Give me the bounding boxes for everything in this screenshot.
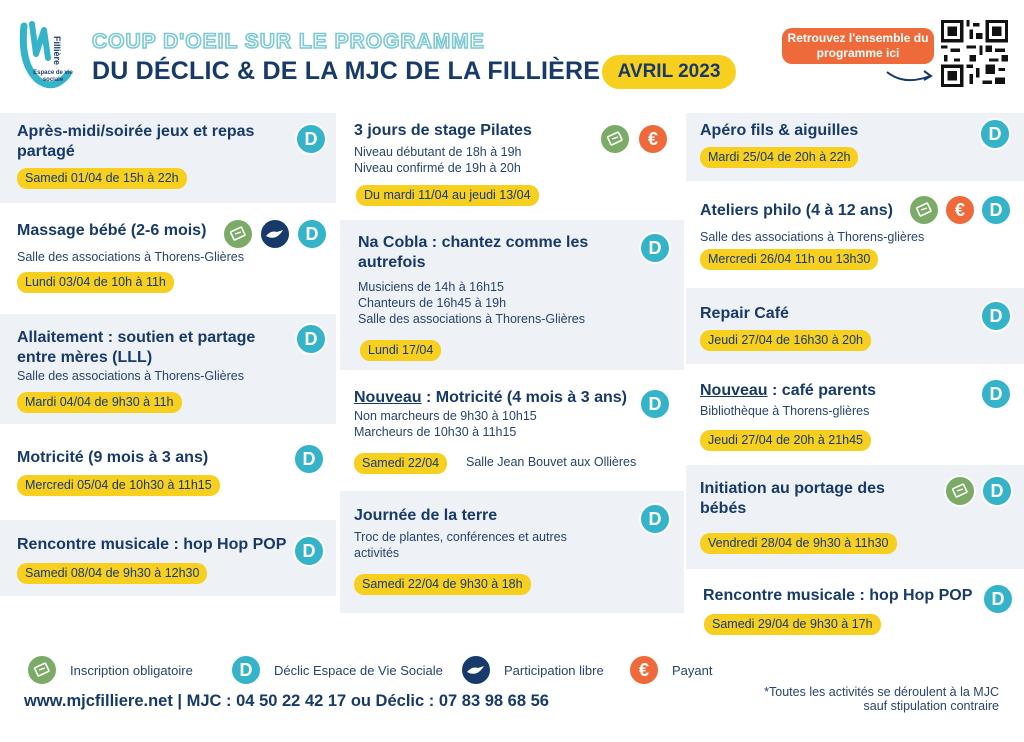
event-info-2: Marcheurs de 10h30 à 11h15 — [354, 425, 517, 439]
event-date: Samedi 08/04 de 9h30 à 12h30 — [17, 563, 207, 584]
event-title-text: : café parents — [767, 382, 877, 399]
declic-badge: D — [980, 194, 1012, 226]
event-title: Après-midi/soirée jeux et repas partagé — [17, 123, 255, 160]
logo-wordmark: Fillière — [52, 36, 62, 66]
legend-label: Participation libre — [504, 662, 604, 678]
declic-badge: D — [980, 378, 1012, 410]
title-top: COUP D'OEIL SUR LE PROGRAMME — [92, 30, 485, 53]
event-date: Du mardi 11/04 au jeudi 13/04 — [356, 185, 539, 206]
event-title — [354, 388, 627, 408]
legend-label: Inscription obligatoire — [70, 662, 193, 678]
event-date: Lundi 17/04 — [360, 340, 441, 361]
event-title: Journée de la terre — [354, 507, 498, 524]
event-location: Salle des associations à Thorens-Glières — [358, 312, 585, 326]
event-date: Mercredi 05/04 de 10h30 à 11h15 — [17, 475, 220, 496]
registration-icon — [26, 654, 58, 686]
event-card — [340, 113, 684, 217]
event-card — [686, 465, 1024, 569]
legend-free — [460, 654, 604, 686]
registration-icon — [944, 475, 976, 507]
event-date: Samedi 22/04 — [354, 453, 447, 474]
declic-badge: D — [293, 535, 325, 567]
page-title: DU DÉCLIC & DE LA MJC DE LA FILLIÈRE — [92, 57, 601, 85]
free-participation-icon — [460, 654, 492, 686]
declic-badge: D — [980, 300, 1012, 332]
event-date: Vendredi 28/04 de 9h30 à 11h30 — [700, 533, 897, 554]
month-badge: AVRIL 2023 — [602, 55, 736, 89]
footer-note: *Toutes les activités se déroulent à la MJC sauf stipulation contraire — [764, 685, 999, 713]
event-card — [340, 376, 684, 488]
event-location: Salle des associations à Thorens-glières — [700, 230, 925, 244]
event-date: Mardi 04/04 de 9h30 à 11h — [17, 392, 182, 413]
declic-badge: D — [295, 323, 327, 355]
declic-badge: D — [639, 388, 671, 420]
event-title: 3 jours de stage Pilates — [354, 122, 532, 139]
declic-badge: D — [639, 503, 671, 535]
event-title: Allaitement : soutien et partage entre mères (LLL) — [17, 329, 256, 366]
event-card — [0, 428, 336, 518]
event-date: Samedi 22/04 de 9h30 à 18h — [354, 574, 531, 595]
event-location: Salle des associations à Thorens-Glières — [17, 250, 244, 264]
registration-icon — [908, 194, 940, 226]
event-title: Ateliers philo (4 à 12 ans) — [700, 202, 893, 219]
legend-label: Déclic Espace de Vie Sociale — [274, 662, 443, 678]
event-card — [340, 220, 684, 370]
logo-subtitle: Espace de vie sociale — [33, 70, 73, 83]
event-title: Initiation au portage des bébés — [700, 480, 885, 517]
event-info-1: Musiciens de 14h à 16h15 — [358, 280, 504, 294]
legend-label: Payant — [672, 662, 713, 678]
declic-badge: D — [981, 475, 1013, 507]
euro-icon: € — [944, 194, 976, 226]
footer-contact[interactable]: www.mjcfilliere.net | MJC : 04 50 22 42 17 ou Déclic : 07 83 98 68 56 — [24, 692, 549, 710]
event-title: Apéro fils & aiguilles — [700, 122, 859, 139]
event-card — [0, 205, 336, 310]
event-info-2: Chanteurs de 16h45 à 19h — [358, 296, 507, 310]
event-date: Mercredi 26/04 11h ou 13h30 — [700, 249, 878, 270]
legend-registration — [26, 654, 193, 686]
event-info-1: Niveau débutant de 18h à 19h — [354, 145, 522, 159]
event-title: Motricité (9 mois à 3 ans) — [17, 449, 209, 466]
event-card — [340, 491, 684, 613]
declic-badge: D — [295, 123, 327, 155]
legend-declic — [230, 654, 443, 686]
new-label: Nouveau — [700, 382, 768, 399]
declic-badge: D — [296, 218, 328, 250]
event-card — [0, 520, 336, 596]
event-location: Salle Jean Bouvet aux Ollières — [466, 455, 637, 469]
declic-badge: D — [979, 118, 1011, 150]
event-title: Rencontre musicale : hop Hop POP — [17, 536, 287, 553]
event-card — [686, 572, 1024, 642]
event-card — [686, 184, 1024, 284]
event-info-1: Non marcheurs de 9h30 à 10h15 — [354, 409, 537, 423]
euro-icon: € — [628, 654, 660, 686]
legend-paid — [628, 654, 712, 686]
event-location: Bibliothèque à Thorens-glières — [700, 404, 870, 418]
event-location: Salle des associations à Thorens-Glières — [17, 369, 244, 383]
declic-badge: D — [639, 232, 671, 264]
event-card — [0, 314, 336, 424]
qr-code-icon[interactable] — [941, 20, 1008, 87]
event-info: Troc de plantes, conférences et autres activités — [354, 530, 567, 560]
registration-icon — [222, 218, 254, 250]
declic-badge: D — [982, 583, 1014, 615]
new-label: Nouveau — [354, 389, 422, 406]
event-card — [686, 366, 1024, 462]
event-card — [0, 113, 336, 203]
event-date: Lundi 03/04 de 10h à 11h — [17, 272, 174, 293]
event-date: Jeudi 27/04 de 20h à 21h45 — [700, 430, 871, 451]
event-info-2: Niveau confirmé de 19h à 20h — [354, 161, 521, 175]
event-title: Repair Café — [700, 305, 789, 322]
event-card — [686, 113, 1024, 181]
event-date: Samedi 01/04 de 15h à 22h — [17, 168, 187, 189]
declic-badge: D — [230, 654, 262, 686]
program-link-banner[interactable]: Retrouvez l'ensemble du programme ici — [782, 28, 934, 64]
arrow-icon — [884, 64, 936, 86]
event-date: Samedi 29/04 de 9h30 à 17h — [704, 614, 881, 635]
event-title: Massage bébé (2-6 mois) — [17, 222, 207, 239]
event-title: Rencontre musicale : hop Hop POP — [703, 587, 973, 604]
registration-icon — [599, 123, 631, 155]
event-title — [700, 381, 876, 401]
euro-icon: € — [637, 123, 669, 155]
event-title: Na Cobla : chantez comme les autrefois — [358, 234, 589, 271]
free-participation-icon — [259, 218, 291, 250]
event-date: Mardi 25/04 de 20h à 22h — [700, 147, 858, 168]
declic-badge: D — [293, 443, 325, 475]
event-card — [686, 288, 1024, 364]
event-title-text: : Motricité (4 mois à 3 ans) — [421, 389, 627, 406]
event-date: Jeudi 27/04 de 16h30 à 20h — [700, 330, 871, 351]
